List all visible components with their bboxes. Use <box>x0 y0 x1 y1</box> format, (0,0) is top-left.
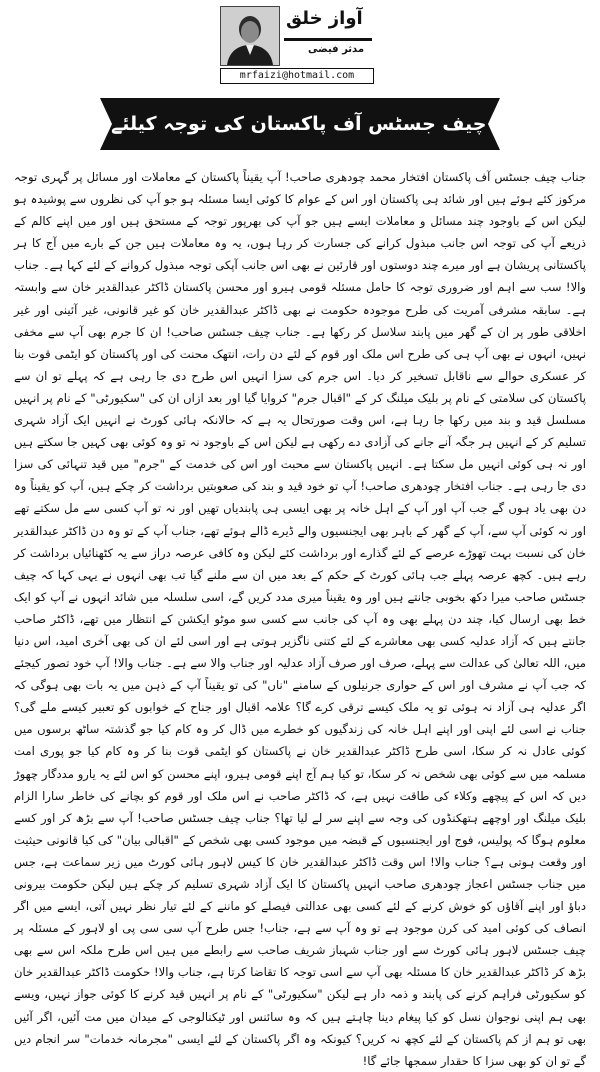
logo-divider <box>284 38 372 41</box>
column-logo: آواز خلق <box>286 8 363 29</box>
author-email[interactable]: mrfaizi@hotmail.com <box>220 68 374 84</box>
headline-banner <box>59 98 541 150</box>
author-name: مدثر فیضی <box>308 44 365 55</box>
column-header <box>216 4 376 84</box>
headline-title: جناب چیف جسٹس آف پاکستان کی توجہ کیلئے......! <box>59 113 541 135</box>
author-photo-icon <box>220 6 280 66</box>
author-silhouette-icon <box>221 7 279 65</box>
article-body: جناب چیف جسٹس آف پاکستان افتخار محمد چودھری صاحب! آپ یقیناً پاکستان کے معاملات اور مسائل پر گہری توجہ مرکوز کئے ہوئے ہیں اور شائد ہی پاکستان اور اس کے عوام کا کوئی ایسا مسئلہ ہو جو آپ کی نظروں سے پوشیدہ ہو لیکن اس کے باوجود چند مسائل و معاملات ایسے ہیں جو آپ کی بھرپور توجہ کے مستحق ہیں اور میں اپنے کالم کے ذریعے آپ کی توجہ اس جانب مبذول کرانے کی جسارت کر رہا ہوں، یہ وہ معاملات ہیں جن کے بارے میں آج کا ہر پاکستانی پریشان ہے اور میرے چند دوستوں اور قارئین نے بھی اس جانب آپکی توجہ مبذول کروانے کے لئے کہا ہے۔ جناب والا! سب سے اہم اور ضروری توجہ کا حامل مسئلہ قومی ہیرو اور محسن پاکستان ڈاکٹر عبدالقدیر خان سے وابستہ ہے۔ سابقہ مشرفی آمریت کی طرح موجودہ حکومت نے بھی ڈاکٹر عبدالقدیر خان کو غیر قانونی، غیر آئینی اور غیر اخلاقی طور پر ان کے گھر میں پابند سلاسل کر رکھا ہے۔ جناب چیف جسٹس صاحب! ان کا جرم بھی آپ سے مخفی نہیں، انہوں نے بھی آپ ہی کی طرح اس ملک اور قوم کے لئے دن رات، انتھک محنت کی اور پاکستان کو ایٹمی قوت بنا کر عسکری حوالے سے ناقابل تسخیر کر دیا۔ اس جرم کی سزا انہیں اس طرح دی جا رہی ہے کہ پہلے تو ان سے پاکستان کی سلامتی کے نام پر بلیک میلنگ کر کے "اقبال جرم" کروایا گیا اور بعد ازاں ان کی "سکیورٹی" کے نام پر انہیں مسلسل قید و بند میں رکھا جا رہا ہے، اس وقت صورتحال یہ ہے کہ حالانکہ ہائی کورٹ نے انہیں ایک آزاد شہری تسلیم کر کے انہیں ہر جگہ آنے جانے کی آزادی دے رکھی ہے لیکن اس کے باوجود نہ تو وہ کوئی بھی کہیں جا سکتے ہیں اور نہ ہی کوئی انہیں مل سکتا ہے۔ انہیں پاکستان سے محبت اور اس کی خدمت کے "جرم" میں قید تنہائی کی سزا دی جا رہی ہے۔ جناب افتخار چودھری صاحب! آپ تو خود قید و بند کی صعوبتیں برداشت کر چکے ہیں، آپ کو یقیناً وہ دن بھی یاد ہوں گے جب آپ اور آپ کے اہل خانہ پر بھی ایسی ہی پابندیاں تھیں اور نہ تو آپ کسی سے مل سکتے تھے اور نہ کوئی آپ سے، آپ کے گھر کے باہر بھی ایجنسیوں والے ڈیرے ڈالے ہوئے تھے، جناب آپ کے تو وہ دن ڈاکٹر عبدالقدیر خان کی نسبت بہت تھوڑے عرصے کے لئے گذارے اور برداشت کئے لیکن وہ کافی عرصہ دراز سے یہ کٹھنائیاں برداشت کر رہے ہیں۔ کچھ عرصہ پہلے جب ہائی کورٹ کے حکم کے بعد میں ان سے ملنے گیا تب بھی انہوں نے یہی کہا کہ چیف جسٹس صاحب میرا دکھ بخوبی جانتے ہیں اور وہ یقیناً میری مدد کریں گے، اسی سلسلہ میں شائد انہوں نے آپ کو ایک خط بھی ارسال کیا، چند دن پہلے بھی وہ آپ کی جانب سے کسی سو موٹو ایکشن کے انتظار میں تھے، ڈاکٹر صاحب جانتے ہیں کہ آزاد عدلیہ کسی بھی معاشرے کے لئے کتنی ناگزیر ہوتی ہے اور اسی لئے ان کی بھی آخری امید، اس دنیا میں، اللہ تعالیٰ کی عدالت سے پہلے، صرف اور صرف آزاد عدلیہ اور جناب والا سے ہے۔ جناب والا! آپ خود تصور کیجئے کہ جب آپ نے مشرف اور اس کے حواری جرنیلوں کے سامنے "ناں" کی تو یقیناً آپ کے ذہن میں یہ بات بھی ہوگی کہ اگر عدلیہ ہی آزاد نہ ہوئی تو یہ ملک کیسے ترقی کرے گا؟ علامہ اقبال اور جناح کے خوابوں کو تعبیر کیسے ملے گی؟ جناب نے اسی لئے اپنی اور اپنے اہل خانہ کی زندگیوں کو خطرے میں ڈال کر وہ کام کیا جو گذشتہ ساٹھ برسوں میں کوئی عادل نہ کر سکا، اسی طرح ڈاکٹر عبدالقدیر خان نے پاکستان کو ایٹمی قوت بنا کر وہ کام کیا جو پوری امت مسلمہ میں سے کوئی بھی شخص نہ کر سکا، تو کیا ہم آج اپنے قومی ہیرو، اپنے محسن کو اس لئے یہ یارو مددگار چھوڑ دیں کہ اس کے پیچھے وکلاء کی طاقت نہیں ہے، کہ ڈاکٹر صاحب نے اس ملک اور قوم کو بچانے کی خاطر سارا الزام بلیک میلنگ اور اوچھے ہتھکنڈوں کی وجہ سے اپنے سر لے لیا تھا؟ جناب چیف جسٹس صاحب! آپ سے بڑھ کر اور کسے معلوم ہوگا کہ پولیس، فوج اور ایجنسیوں کے قبضہ میں موجود کسی بھی شخص کے "اقبالی بیان" کی کیا قانونی حیثیت اور وقعت ہوتی ہے؟ جناب والا! اس وقت ڈاکٹر عبدالقدیر خان کا کیس لاہور ہائی کورٹ میں زیر سماعت ہے، جس میں جناب جسٹس اعجاز چودھری صاحب انہیں پاکستان کا ایک آزاد شہری تسلیم کر چکے ہیں لیکن حکومت بیرونی دباؤ اور اپنے آقاؤں کو خوش کرنے کے لئے کسی بھی عدالتی فیصلے کو ماننے کے لئے تیار نظر نہیں آتی، ایسے میں اگر انصاف کی کوئی امید کی کرن موجود ہے تو وہ آپ سے ہے، جناب! جس طرح آپ سی سی پی او لاہور کے مسئلہ پر چیف جسٹس لاہور ہائی کورٹ سے اور جناب شہباز شریف صاحب سے رابطے میں ہیں اس طرح ملکہ اس سے بھی بڑھ کر ڈاکٹر عبدالقدیر خان کا مسئلہ بھی آپ سے اسی توجہ کا تقاضا کرتا ہے، جناب والا! حکومت ڈاکٹر عبدالقدیر خان کو سکیورٹی فراہم کرنے کی پابند و ذمہ دار ہے لیکن "سکیورٹی" کے نام پر انہیں قید کرنے کا کوئی جواز نہیں، ویسے بھی ہم اپنی نوجوان نسل کو کیا پیغام دینا چاہتے ہیں کہ وہ سائنس اور ٹیکنالوجی کے میدان میں مت آئیں، اگر آئیں بھی تو ہم از کم پاکستان کے لئے کچھ نہ کریں؟ کیونکہ وہ اگر پاکستان کے لئے ایسی "مجرمانہ خدمات" سر انجام دیں گے تو ان کو بھی سزا کا حقدار سمجھا جائے گا! <box>14 170 586 1068</box>
